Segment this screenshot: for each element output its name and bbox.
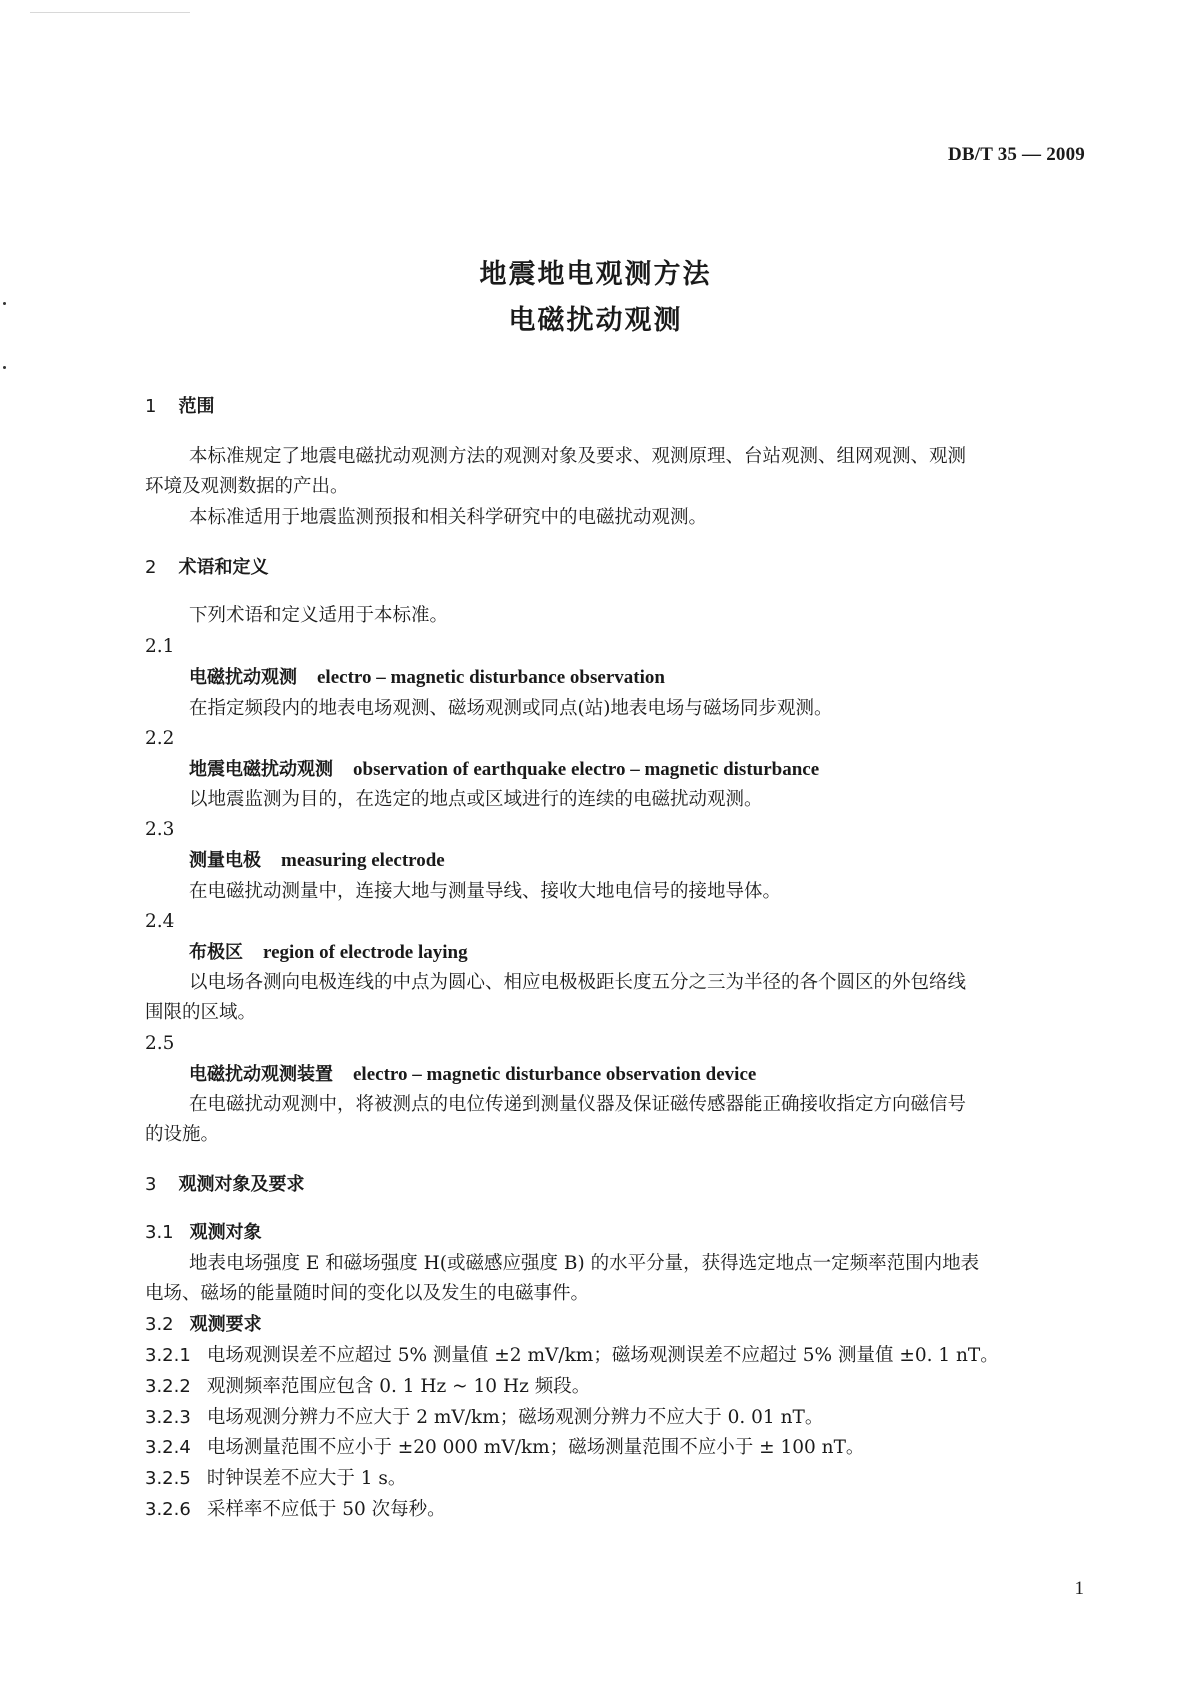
section-1-heading: 1 范围 bbox=[145, 396, 215, 417]
term-number: 2.1 bbox=[145, 636, 175, 657]
requirement-item: 3.2.2 观测频率范围应包含 0. 1 Hz ~ 10 Hz 频段。 bbox=[145, 1376, 591, 1397]
scan-speck bbox=[3, 366, 6, 369]
subsection-3-1-heading: 3.1 观测对象 bbox=[145, 1222, 262, 1243]
page-number: 1 bbox=[1074, 1578, 1084, 1599]
term-definition: 在指定频段内的地表电场观测、磁场观测或同点(站)地表电场与磁场同步观测。 bbox=[189, 698, 833, 719]
document-code: DB/T 35 — 2009 bbox=[947, 144, 1085, 165]
term-heading: 地震电磁扰动观测 observation of earthquake electro – magnetic disturbance bbox=[189, 759, 820, 780]
paragraph: 本标准规定了地震电磁扰动观测方法的观测对象及要求、观测原理、台站观测、组网观测、观测 bbox=[189, 446, 967, 467]
term-definition: 以地震监测为目的，在选定的地点或区域进行的连续的电磁扰动观测。 bbox=[189, 789, 763, 810]
paragraph: 地表电场强度 E 和磁场强度 H(或磁感应强度 B) 的水平分量，获得选定地点一定频率范围内地表 bbox=[189, 1253, 980, 1274]
term-heading: 测量电极 measuring electrode bbox=[189, 850, 445, 871]
subsection-3-2-heading: 3.2 观测要求 bbox=[145, 1314, 262, 1335]
term-definition-continuation: 围限的区域。 bbox=[145, 1002, 257, 1023]
document-subtitle: 电磁扰动观测 bbox=[508, 305, 683, 336]
term-number: 2.3 bbox=[145, 819, 175, 840]
term-number: 2.2 bbox=[145, 728, 175, 749]
term-definition: 以电场各测向电极连线的中点为圆心、相应电极极距长度五分之三为半径的各个圆区的外包络线 bbox=[189, 972, 967, 993]
section-2-heading: 2 术语和定义 bbox=[145, 557, 269, 578]
term-heading: 电磁扰动观测装置 electro – magnetic disturbance observation device bbox=[189, 1064, 757, 1085]
requirement-item: 3.2.6 采样率不应低于 50 次每秒。 bbox=[145, 1499, 446, 1520]
term-definition: 在电磁扰动测量中，连接大地与测量导线、接收大地电信号的接地导体。 bbox=[189, 881, 782, 902]
section-3-heading: 3 观测对象及要求 bbox=[145, 1174, 305, 1195]
scan-artifact-line bbox=[30, 12, 190, 13]
paragraph: 下列术语和定义适用于本标准。 bbox=[189, 605, 449, 626]
term-heading: 布极区 region of electrode laying bbox=[189, 942, 468, 963]
term-number: 2.5 bbox=[145, 1033, 175, 1054]
requirement-item: 3.2.4 电场测量范围不应小于 ±20 000 mV/km；磁场测量范围不应小于 ± 100 nT。 bbox=[145, 1437, 865, 1458]
paragraph-continuation: 环境及观测数据的产出。 bbox=[145, 476, 349, 497]
requirement-item: 3.2.5 时钟误差不应大于 1 s。 bbox=[145, 1468, 407, 1489]
term-definition-continuation: 的设施。 bbox=[145, 1124, 220, 1145]
term-heading: 电磁扰动观测 electro – magnetic disturbance observation bbox=[189, 667, 665, 688]
paragraph: 本标准适用于地震监测预报和相关科学研究中的电磁扰动观测。 bbox=[189, 507, 708, 528]
document-title: 地震地电观测方法 bbox=[479, 259, 712, 290]
paragraph-continuation: 电场、磁场的能量随时间的变化以及发生的电磁事件。 bbox=[145, 1283, 590, 1304]
term-definition: 在电磁扰动观测中，将被测点的电位传递到测量仪器及保证磁传感器能正确接收指定方向磁信号 bbox=[189, 1094, 967, 1115]
requirement-item: 3.2.3 电场观测分辨力不应大于 2 mV/km；磁场观测分辨力不应大于 0. 01 nT。 bbox=[145, 1407, 824, 1428]
requirement-item: 3.2.1 电场观测误差不应超过 5% 测量值 ±2 mV/km；磁场观测误差不应超过 5% 测量值 ±0. 1 nT。 bbox=[145, 1345, 999, 1366]
term-number: 2.4 bbox=[145, 911, 175, 932]
